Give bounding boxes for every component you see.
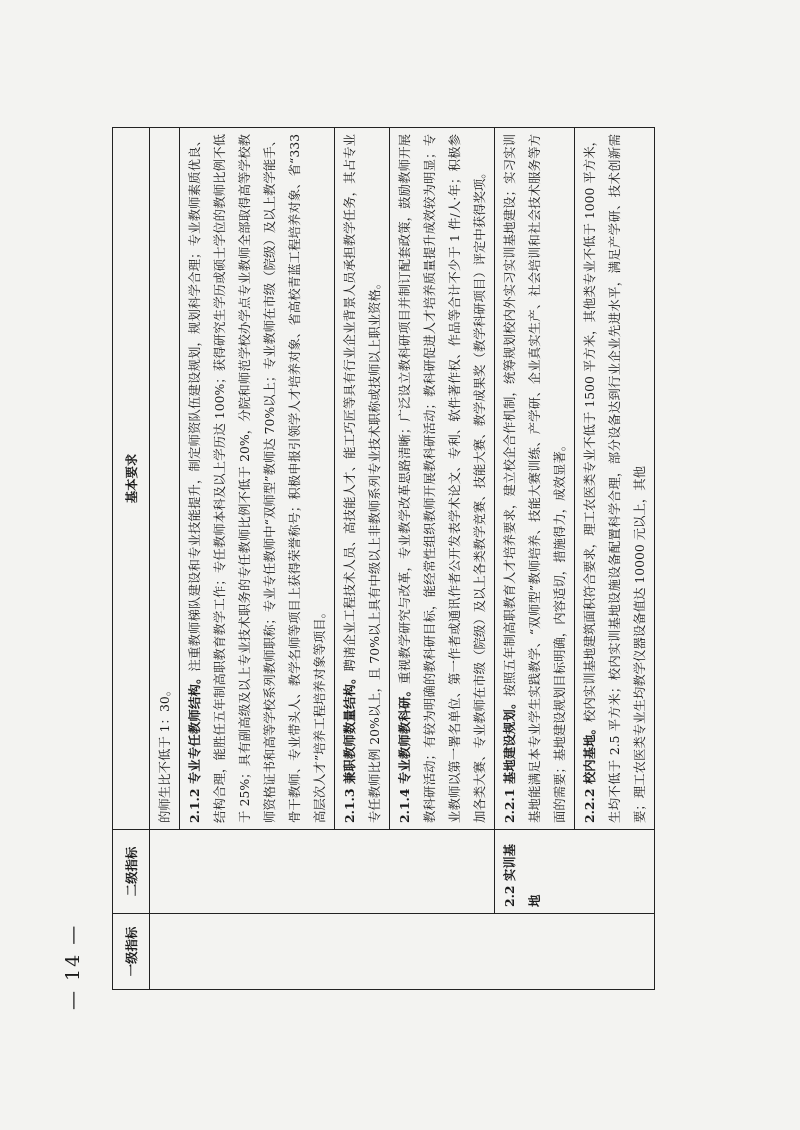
level2-cell — [495, 830, 655, 914]
table-row — [495, 128, 575, 990]
header-level1: 一级指标 — [113, 914, 150, 990]
requirement-cell — [575, 128, 655, 830]
requirement-title: 2.1.3 兼职教师数量结构。 — [342, 671, 357, 823]
requirement-body: 校内实训基地建筑面积符合要求，理工农医类专业不低于 1500 平方米，其他类专业不低于 1000 平方米，生均不低于 2.5 平方米；校内实训基地设施设备配置科学合理，部分设备达到行业企业先进水平，满足产学研、技术创新需要；理工农医类专业生均教学仪器设备值达 10000 元以上，其他 — [582, 134, 647, 823]
requirement-title: 2.2.1 基地建设规划。 — [502, 696, 517, 823]
level1-cell — [150, 914, 655, 990]
requirement-title: 2.1.2 专业专任教师结构。 — [187, 671, 202, 823]
page-number: — 14 — — [62, 923, 84, 1010]
table-row — [150, 128, 180, 990]
level2-cell — [150, 830, 495, 914]
standards-table — [112, 127, 655, 990]
requirement-body: 注重教师梯队建设和专业技能提升，制定师资队伍建设规划，规划科学合理；专业教师素质优良、结构合理，能胜任五年制高职教育教学工作；专任教师本科及以上学历达 100%；获得研究生学历或硕士学位的教师比例不低于 25%；具有副高级及以上专业技术职务的专任教师比例不低于 20%，分院和师范学校办学点专业教师全部取得高等学校教师资格证书和高等学校系列教师职称；专业专任教师中“双师型”教师达 70%以上；专业教师在市级（院级）及以上教学能手、骨干教师、专业带头人、教学名师等项目上获得荣誉称号；积极申报引领学人才培养对象、省高校青蓝工程培养对象、省“333 高层次人才”培养工程培养对象等项目。 — [187, 134, 327, 823]
requirement-body: 重视教学研究与改革，专业教学改革思路清晰；广泛设立教科研项目并制订配套政策，鼓励教师开展教科研活动；有较为明确的教科研目标，能经常性组织教师开展教科研活动；教科研促进人才培养质量提升成效较为明显；专业教师以第一署名单位、第一作者或通讯作者公开发表学术论文、专利、软件著作权、作品等合计不少于 1 件/人·年；积极参加各类大赛、专业教师在市级（院级）及以上各类教学竞赛、技能大赛、教学成果奖（教学科研项目）评定中获得奖项。 — [397, 134, 487, 823]
requirement-title: 2.2.2 校内基地。 — [582, 722, 597, 823]
requirement-title: 2.1.4 专业教师教科研。 — [397, 684, 412, 823]
requirement-cell — [495, 128, 575, 830]
requirement-body: 按照五年制高职教育人才培养要求，建立校企合作机制，统筹规划校内外实习实训基地建设；实习实训基地能满足本专业学生实践教学、“双师型”教师培养、技能大赛训练、产学研、企业真实生产、社会培训和社会技术服务等方面的需要；基地建设规划目标明确，内容适切，措施得力，成效显著。 — [502, 133, 567, 823]
requirement-body: 的师生比不低于 1：30。 — [157, 683, 172, 823]
level2-label: 2.2 实训基地 — [502, 843, 542, 907]
header-level2: 二级指标 — [113, 830, 150, 914]
requirement-cell — [390, 128, 495, 830]
table-header-row — [113, 128, 150, 990]
requirement-cell — [180, 128, 335, 830]
header-requirements: 基本要求 — [113, 128, 150, 830]
requirement-body: 聘请企业工程技术人员、高技能人才、能工巧匠等具有行业企业背景人员承担教学任务，其占专业专任教师比例 20%以上，且 70%以上具有中级以上非教师系列专业技术职称或技师以上职业资格。 — [342, 134, 382, 823]
requirement-cell — [335, 128, 390, 830]
requirement-cell — [150, 128, 180, 830]
